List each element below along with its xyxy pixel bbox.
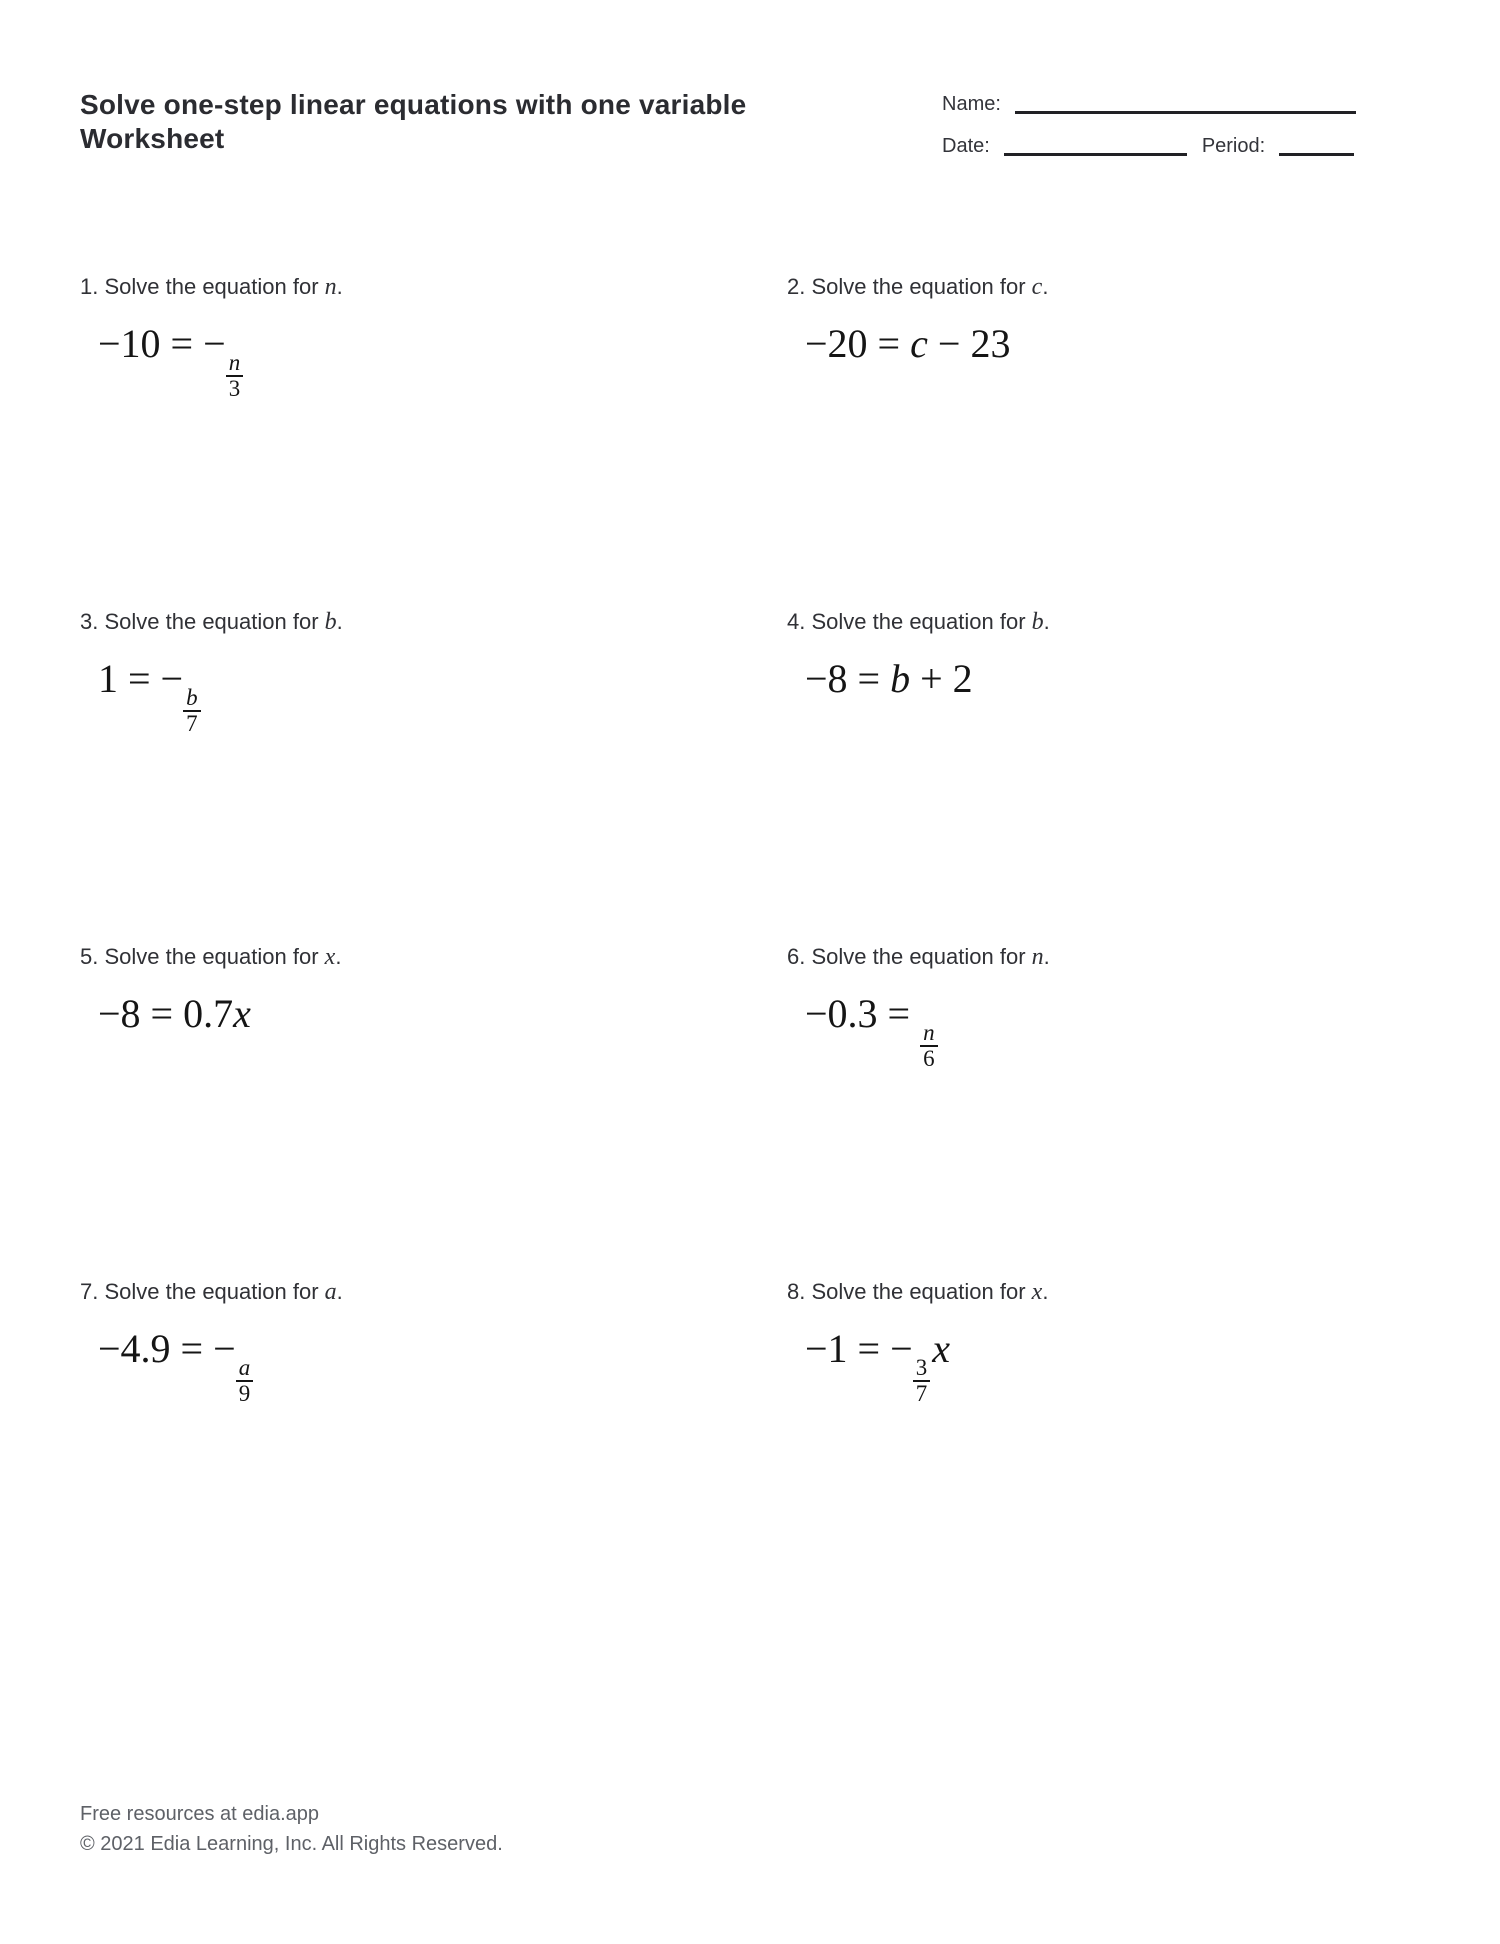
problem-4-number: 4. — [787, 609, 806, 634]
problem-2-prompt: Solve the equation for — [811, 274, 1026, 299]
equation-text: −8 = 0.7 — [98, 991, 234, 1036]
fraction — [236, 1356, 254, 1406]
equation-text: −10 = − — [98, 321, 226, 366]
problem-3-suffix: . — [336, 609, 343, 634]
footer-resources-text: Free resources at edia.app — [80, 1803, 320, 1825]
fraction-numerator: a — [238, 1355, 251, 1380]
worksheet-title-line2: Worksheet — [80, 123, 225, 154]
problem-3-variable: b — [324, 609, 337, 635]
problem-5-variable: x — [324, 944, 336, 970]
problem-4-variable: b — [1031, 609, 1044, 635]
problem-5 — [80, 942, 740, 1037]
problem-4-prompt: Solve the equation for — [811, 609, 1026, 634]
equation-text: − 23 — [927, 321, 1011, 366]
period-fill-line[interactable] — [1279, 150, 1354, 156]
fraction — [226, 351, 244, 401]
fraction-denominator: 9 — [236, 1380, 254, 1406]
fraction-numerator: n — [228, 350, 241, 375]
problem-2-variable: c — [1031, 274, 1043, 300]
fraction-numerator: 3 — [915, 1355, 928, 1380]
fraction-numerator: n — [923, 1020, 935, 1045]
problem-1-variable: n — [324, 274, 337, 300]
problem-8-number: 8. — [787, 1279, 806, 1304]
problem-8-equation — [805, 1326, 1447, 1406]
problem-1-suffix: . — [336, 274, 343, 299]
problem-1-prompt: Solve the equation for — [104, 274, 319, 299]
equation-text: −4.9 = − — [98, 1326, 236, 1371]
problem-2-suffix: . — [1042, 274, 1049, 299]
problem-3-equation — [98, 656, 740, 736]
problem-7-variable: a — [324, 1279, 337, 1305]
fraction-denominator: 7 — [913, 1380, 931, 1406]
problem-7-suffix: . — [336, 1279, 343, 1304]
problem-8 — [787, 1277, 1447, 1406]
problem-4-suffix: . — [1043, 609, 1050, 634]
problem-2-number: 2. — [787, 274, 806, 299]
problem-7 — [80, 1277, 740, 1406]
date-label: Date: — [942, 135, 990, 157]
problem-4 — [787, 607, 1447, 702]
name-row — [942, 90, 1362, 118]
equation-variable: b — [890, 656, 911, 701]
problem-2-label — [787, 272, 1447, 302]
problem-4-label — [787, 607, 1447, 637]
fraction-numerator: b — [186, 685, 198, 710]
problem-5-suffix: . — [335, 944, 342, 969]
equation-text: −20 = — [805, 321, 911, 366]
problem-1-label — [80, 272, 740, 302]
equation-variable: x — [932, 1326, 950, 1371]
problem-1 — [80, 272, 740, 401]
equation-variable: c — [910, 321, 928, 366]
page-footer — [80, 1799, 503, 1859]
date-period-row — [942, 132, 1362, 160]
problem-5-label — [80, 942, 740, 972]
problem-5-prompt: Solve the equation for — [104, 944, 319, 969]
fraction — [183, 686, 201, 736]
problem-6-equation — [805, 991, 1447, 1071]
problem-6-label — [787, 942, 1447, 972]
problem-6 — [787, 942, 1447, 1071]
student-info-fields — [942, 90, 1362, 160]
equation-variable: x — [233, 991, 251, 1036]
date-fill-line[interactable] — [1004, 150, 1187, 156]
problem-3-number: 3. — [80, 609, 99, 634]
problem-5-equation — [98, 991, 740, 1037]
equation-text: −1 = − — [805, 1326, 913, 1371]
fraction-denominator: 6 — [920, 1045, 938, 1071]
problem-1-equation — [98, 321, 740, 401]
problem-8-suffix: . — [1042, 1279, 1049, 1304]
fraction-denominator: 3 — [226, 375, 244, 401]
problem-8-label — [787, 1277, 1447, 1307]
problem-3-prompt: Solve the equation for — [104, 609, 319, 634]
problem-7-number: 7. — [80, 1279, 99, 1304]
name-fill-line[interactable] — [1015, 108, 1356, 114]
problem-8-prompt: Solve the equation for — [811, 1279, 1026, 1304]
fraction — [913, 1356, 931, 1406]
footer-copyright-text: © 2021 Edia Learning, Inc. All Rights Reserved. — [80, 1833, 503, 1855]
fraction-denominator: 7 — [183, 710, 201, 736]
problem-3 — [80, 607, 740, 736]
problem-3-label — [80, 607, 740, 637]
problem-8-variable: x — [1031, 1279, 1043, 1305]
period-label: Period: — [1201, 135, 1266, 157]
problem-6-variable: n — [1031, 944, 1044, 970]
problem-7-equation — [98, 1326, 740, 1406]
problem-7-label — [80, 1277, 740, 1307]
problem-6-prompt: Solve the equation for — [811, 944, 1026, 969]
worksheet-title-line1: Solve one-step linear equations with one variable — [80, 89, 747, 120]
problem-5-number: 5. — [80, 944, 99, 969]
fraction — [920, 1021, 938, 1071]
problem-2 — [787, 272, 1447, 367]
equation-text: −0.3 = — [805, 991, 921, 1036]
worksheet-title — [80, 88, 746, 156]
problem-4-equation — [805, 656, 1447, 702]
problem-2-equation — [805, 321, 1447, 367]
problem-6-suffix: . — [1043, 944, 1050, 969]
name-label: Name: — [942, 93, 1001, 115]
equation-text: 1 = − — [98, 656, 184, 701]
problem-1-number: 1. — [80, 274, 99, 299]
equation-text: −8 = — [805, 656, 891, 701]
problem-6-number: 6. — [787, 944, 806, 969]
problem-7-prompt: Solve the equation for — [104, 1279, 319, 1304]
equation-text: + 2 — [910, 656, 973, 701]
